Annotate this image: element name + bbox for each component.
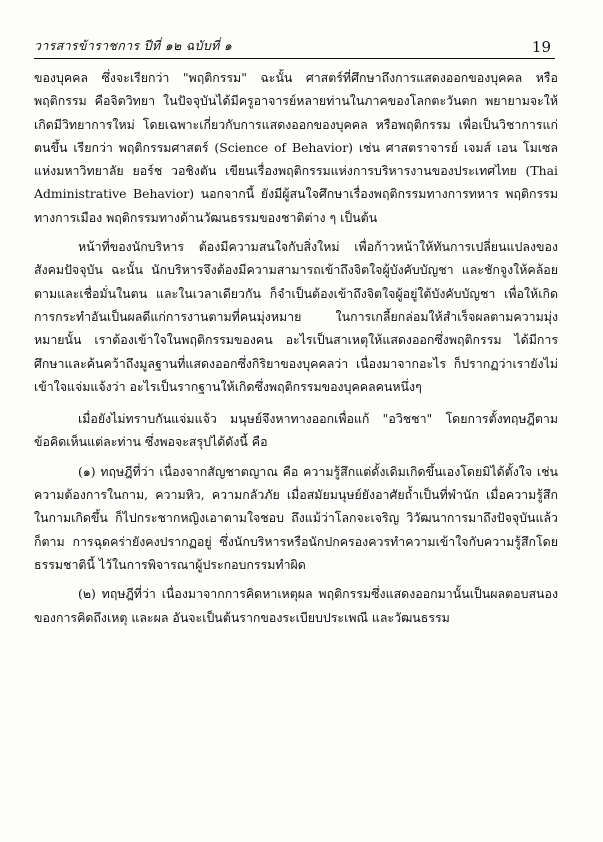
paragraph-behavioral-science: ของบุคคล ซึ่งจะเรียกว่า "พฤติกรรม" ฉะนั้น ศาสตร์ที่ศึกษาถึงการแสดงออกของบุคคล หรือพฤติกรรม คือจิตวิทยา ในปัจจุบันได้มีครูอาจารย์หลายท่านในภาคของโลกตะวันตก พยายามจะให้เกิดมีวิทยาการใหม่ โดยเฉพาะเกี่ยวกับการแสดงออกของบุคคล หรือพฤติกรรม เพื่อเป็นวิชาการแก่ตนขึ้น เรียกว่า พฤติกรรมศาสตร์ (Science of Behavior) เช่น ศาสตราจารย์ เจมส์ เอน โมเซล แห่งมหาวิทยาลัย ยอร์ช วอชิงตัน เขียนเรื่องพฤติกรรมแห่งการบริหารงานของประเทศไทย (Thai Administrative Behavior) นอกจากนี้ ยังมีผู้สนใจศึกษาเรื่องพฤติกรรมทางการทหาร พฤติกรรมทางการเมือง พฤติกรรมทางด้านวัฒนธรรมของชาติต่าง ๆ เป็นต้น bbox=[34, 70, 558, 225]
body-text bbox=[34, 66, 558, 638]
page-header bbox=[34, 36, 551, 56]
paragraph-theories-intro: เมื่อยังไม่ทราบกันแจ่มแจ้ว มนุษย์จึงหาทางออกเพื่อแก้ "อวิชชา" โดยการตั้งทฤษฎีตามข้อคิดเห็นแต่ละท่าน ซึ่งพอจะสรุปได้ดังนี้ คือ bbox=[34, 411, 558, 450]
journal-title: วารสารข้าราชการ ปีที่ ๑๒ ฉบับที่ ๑ bbox=[34, 38, 233, 53]
header-rule bbox=[34, 58, 555, 59]
paragraph-theory-instinct: (๑) ทฤษฎีที่ว่า เนื่องจากสัญชาตญาณ คือ ความรู้สึกแต่ดั้งเดิมเกิดขึ้นเองโดยมิได้ตั้งใจ เช่น ความต้องการในกาม, ความหิว, ความกลัวภัย เมื่อสมัยมนุษย์ยังอาศัยถ้ำเป็นที่พำนัก เมื่อความรู้สึกในกามเกิดขึ้น ก็ไปกระชากหญิงเอาตามใจชอบ ถึงแม้ว่าโลกจะเจริญ วิวัฒนาการมาถึงปัจจุบันแล้วก็ตาม การฉุดคร่ายังคงปรากฏอยู่ ซึ่งนักบริหารหรือนักปกครองควรทำความเข้าใจกับความรู้สึกโดยธรรมชาตินี้ ไว้ในการพิจารณาผู้ประกอบกรรมทำผิด bbox=[34, 463, 558, 572]
page-number: 19 bbox=[531, 38, 551, 56]
paragraph-administrator-duty: หน้าที่ของนักบริหาร ต้องมีความสนใจกับสิ่งใหม่ เพื่อก้าวหน้าให้ทันการเปลี่ยนแปลงของสังคมปัจจุบัน ฉะนั้น นักบริหารจึงต้องมีความสามารถเข้าถึงจิตใจผู้บังคับบัญชา และชักจูงให้คล้อยตามและเชื่อมั่นในตน และในเวลาเดียวกัน ก็จำเป็นต้องเข้าถึงจิตใจผู้อยู่ใต้บังคับบัญชา เพื่อให้เกิดการกระทำอันเป็นผลดีแก่การงานตามที่คนมุ่งหมาย ในการเกลี้ยกล่อมให้สำเร็จผลตามความมุ่งหมายนั้น เราต้องเข้าใจในพฤติกรรมของคน อะไรเป็นสาเหตุให้แสดงออกซึ่งพฤติกรรม ได้มีการศึกษาและค้นคว้าถึงมูลฐานที่แสดงออกซึ่งกิริยาของบุคคลว่า เนื่องมาจากอะไร ก็ปรากฏว่าเรายังไม่เข้าใจแจ่มแจ้งว่า อะไรเป็นรากฐานให้เกิดซึ่งพฤติกรรมของบุคคลคนหนึ่งๆ bbox=[34, 239, 558, 394]
paragraph-theory-reasoning: (๒) ทฤษฎีที่ว่า เนื่องมาจากการคิดหาเหตุผล พฤติกรรมซึ่งแสดงออกมานั้นเป็นผลตอบสนองของการคิดถึงเหตุ และผล อันจะเป็นต้นรากของระเบียบประเพณี และวัฒนธรรม bbox=[34, 586, 558, 625]
